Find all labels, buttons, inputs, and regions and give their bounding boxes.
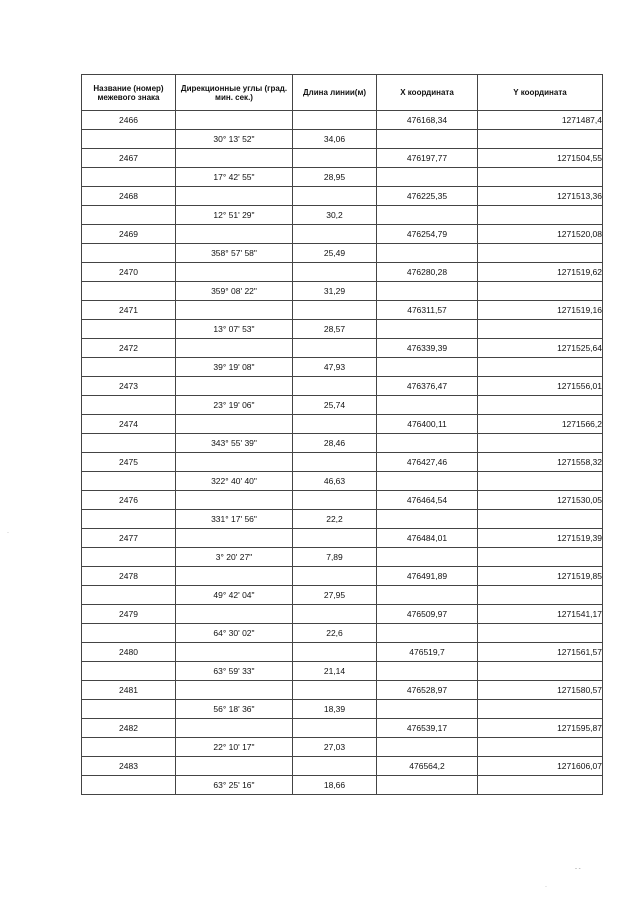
table-row-segment	[82, 130, 603, 149]
x-coordinate: 476280,28	[377, 263, 478, 282]
table-row-segment	[82, 282, 603, 301]
point-name: 2469	[82, 225, 176, 244]
table-row-point	[82, 149, 603, 168]
empty-cell	[176, 605, 293, 624]
direction-angle: 322° 40' 40"	[176, 472, 293, 491]
empty-cell	[293, 111, 377, 130]
empty-cell	[176, 225, 293, 244]
scan-speck: - -	[575, 866, 581, 872]
empty-cell	[478, 130, 603, 149]
empty-cell	[377, 472, 478, 491]
point-name: 2475	[82, 453, 176, 472]
y-coordinate: 1271519,85	[478, 567, 603, 586]
y-coordinate: 1271606,07	[478, 757, 603, 776]
y-coordinate: 1271580,57	[478, 681, 603, 700]
empty-cell	[176, 453, 293, 472]
empty-cell	[293, 681, 377, 700]
y-coordinate: 1271520,08	[478, 225, 603, 244]
empty-cell	[293, 529, 377, 548]
table-row-point	[82, 225, 603, 244]
line-length: 25,74	[293, 396, 377, 415]
table-row-point	[82, 377, 603, 396]
line-length: 27,95	[293, 586, 377, 605]
point-name: 2480	[82, 643, 176, 662]
x-coordinate: 476491,89	[377, 567, 478, 586]
empty-cell	[478, 434, 603, 453]
y-coordinate: 1271525,64	[478, 339, 603, 358]
x-coordinate: 476509,97	[377, 605, 478, 624]
table-row-segment	[82, 738, 603, 757]
y-coordinate: 1271558,32	[478, 453, 603, 472]
direction-angle: 49° 42' 04"	[176, 586, 293, 605]
line-length: 46,63	[293, 472, 377, 491]
table-header-row	[82, 75, 603, 111]
empty-cell	[478, 472, 603, 491]
header-x-coordinate: X координата	[377, 75, 478, 111]
empty-cell	[478, 358, 603, 377]
point-name: 2472	[82, 339, 176, 358]
empty-cell	[176, 529, 293, 548]
direction-angle: 331° 17' 56"	[176, 510, 293, 529]
direction-angle: 358° 57' 58"	[176, 244, 293, 263]
point-name: 2483	[82, 757, 176, 776]
table-row-segment	[82, 358, 603, 377]
empty-cell	[377, 282, 478, 301]
x-coordinate: 476484,01	[377, 529, 478, 548]
point-name: 2477	[82, 529, 176, 548]
x-coordinate: 476464,54	[377, 491, 478, 510]
x-coordinate: 476197,77	[377, 149, 478, 168]
x-coordinate: 476339,39	[377, 339, 478, 358]
scan-speck: ·	[7, 530, 9, 536]
y-coordinate: 1271541,17	[478, 605, 603, 624]
empty-cell	[377, 548, 478, 567]
y-coordinate: 1271595,87	[478, 719, 603, 738]
table-row-segment	[82, 586, 603, 605]
table-row-point	[82, 111, 603, 130]
empty-cell	[82, 510, 176, 529]
x-coordinate: 476254,79	[377, 225, 478, 244]
table-row-point	[82, 719, 603, 738]
table-row-point	[82, 301, 603, 320]
empty-cell	[293, 301, 377, 320]
empty-cell	[176, 377, 293, 396]
empty-cell	[176, 339, 293, 358]
empty-cell	[377, 700, 478, 719]
empty-cell	[82, 282, 176, 301]
line-length: 30,2	[293, 206, 377, 225]
table-row-segment	[82, 396, 603, 415]
line-length: 31,29	[293, 282, 377, 301]
direction-angle: 64° 30' 02"	[176, 624, 293, 643]
y-coordinate: 1271487,4	[478, 111, 603, 130]
point-name: 2479	[82, 605, 176, 624]
table-row-point	[82, 757, 603, 776]
empty-cell	[377, 662, 478, 681]
direction-angle: 359° 08' 22"	[176, 282, 293, 301]
empty-cell	[478, 662, 603, 681]
empty-cell	[176, 567, 293, 586]
empty-cell	[377, 244, 478, 263]
point-name: 2481	[82, 681, 176, 700]
header-line-length: Длина линии(м)	[293, 75, 377, 111]
x-coordinate: 476376,47	[377, 377, 478, 396]
line-length: 22,2	[293, 510, 377, 529]
empty-cell	[293, 491, 377, 510]
empty-cell	[293, 187, 377, 206]
empty-cell	[377, 396, 478, 415]
empty-cell	[176, 301, 293, 320]
empty-cell	[82, 472, 176, 491]
empty-cell	[377, 168, 478, 187]
table-row-point	[82, 491, 603, 510]
empty-cell	[82, 434, 176, 453]
table-row-point	[82, 415, 603, 434]
empty-cell	[82, 320, 176, 339]
y-coordinate: 1271504,55	[478, 149, 603, 168]
empty-cell	[293, 605, 377, 624]
empty-cell	[377, 206, 478, 225]
direction-angle: 56° 18' 36"	[176, 700, 293, 719]
table-row-point	[82, 605, 603, 624]
empty-cell	[82, 244, 176, 263]
empty-cell	[82, 396, 176, 415]
empty-cell	[293, 719, 377, 738]
empty-cell	[293, 377, 377, 396]
line-length: 18,39	[293, 700, 377, 719]
y-coordinate: 1271519,16	[478, 301, 603, 320]
x-coordinate: 476539,17	[377, 719, 478, 738]
y-coordinate: 1271513,36	[478, 187, 603, 206]
point-name: 2468	[82, 187, 176, 206]
y-coordinate: 1271519,62	[478, 263, 603, 282]
x-coordinate: 476564,2	[377, 757, 478, 776]
x-coordinate: 476225,35	[377, 187, 478, 206]
point-name: 2482	[82, 719, 176, 738]
table-row-point	[82, 681, 603, 700]
direction-angle: 3° 20' 27"	[176, 548, 293, 567]
empty-cell	[82, 624, 176, 643]
table-row-segment	[82, 510, 603, 529]
empty-cell	[82, 776, 176, 795]
empty-cell	[377, 358, 478, 377]
empty-cell	[176, 149, 293, 168]
table-row-segment	[82, 206, 603, 225]
empty-cell	[478, 586, 603, 605]
empty-cell	[293, 567, 377, 586]
empty-cell	[82, 662, 176, 681]
empty-cell	[82, 206, 176, 225]
table-row-segment	[82, 624, 603, 643]
empty-cell	[293, 757, 377, 776]
line-length: 21,14	[293, 662, 377, 681]
line-length: 28,46	[293, 434, 377, 453]
table-row-segment	[82, 244, 603, 263]
table-row-segment	[82, 472, 603, 491]
empty-cell	[293, 453, 377, 472]
x-coordinate: 476400,11	[377, 415, 478, 434]
empty-cell	[82, 130, 176, 149]
line-length: 28,95	[293, 168, 377, 187]
table-row-point	[82, 263, 603, 282]
point-name: 2466	[82, 111, 176, 130]
table-row-segment	[82, 320, 603, 339]
empty-cell	[478, 738, 603, 757]
line-length: 22,6	[293, 624, 377, 643]
direction-angle: 63° 59' 33"	[176, 662, 293, 681]
point-name: 2471	[82, 301, 176, 320]
empty-cell	[82, 168, 176, 187]
table-row-point	[82, 567, 603, 586]
point-name: 2473	[82, 377, 176, 396]
line-length: 28,57	[293, 320, 377, 339]
empty-cell	[478, 624, 603, 643]
direction-angle: 23° 19' 06"	[176, 396, 293, 415]
empty-cell	[478, 244, 603, 263]
table-row-point	[82, 643, 603, 662]
table-row-segment	[82, 776, 603, 795]
table-row-point	[82, 529, 603, 548]
line-length: 7,89	[293, 548, 377, 567]
point-name: 2478	[82, 567, 176, 586]
table-row-point	[82, 187, 603, 206]
x-coordinate: 476528,97	[377, 681, 478, 700]
x-coordinate: 476519,7	[377, 643, 478, 662]
direction-angle: 343° 55' 39"	[176, 434, 293, 453]
empty-cell	[293, 339, 377, 358]
empty-cell	[176, 415, 293, 434]
empty-cell	[377, 586, 478, 605]
empty-cell	[82, 700, 176, 719]
scan-speck: ·	[545, 884, 547, 890]
empty-cell	[478, 320, 603, 339]
direction-angle: 17° 42' 55"	[176, 168, 293, 187]
empty-cell	[176, 719, 293, 738]
empty-cell	[478, 168, 603, 187]
table-body	[82, 111, 603, 795]
point-name: 2470	[82, 263, 176, 282]
table-row-point	[82, 339, 603, 358]
header-y-coordinate: Y координата	[478, 75, 603, 111]
empty-cell	[377, 776, 478, 795]
direction-angle: 63° 25' 16"	[176, 776, 293, 795]
table-row-segment	[82, 700, 603, 719]
empty-cell	[176, 111, 293, 130]
survey-coordinates-table	[81, 74, 603, 795]
empty-cell	[293, 415, 377, 434]
point-name: 2476	[82, 491, 176, 510]
empty-cell	[293, 643, 377, 662]
empty-cell	[176, 263, 293, 282]
line-length: 18,66	[293, 776, 377, 795]
x-coordinate: 476168,34	[377, 111, 478, 130]
table-row-point	[82, 453, 603, 472]
direction-angle: 22° 10' 17"	[176, 738, 293, 757]
y-coordinate: 1271556,01	[478, 377, 603, 396]
empty-cell	[377, 320, 478, 339]
x-coordinate: 476311,57	[377, 301, 478, 320]
empty-cell	[478, 206, 603, 225]
direction-angle: 13° 07' 53"	[176, 320, 293, 339]
line-length: 25,49	[293, 244, 377, 263]
empty-cell	[377, 434, 478, 453]
direction-angle: 39° 19' 08"	[176, 358, 293, 377]
table-row-segment	[82, 168, 603, 187]
empty-cell	[293, 149, 377, 168]
x-coordinate: 476427,46	[377, 453, 478, 472]
empty-cell	[176, 681, 293, 700]
empty-cell	[377, 510, 478, 529]
empty-cell	[377, 738, 478, 757]
y-coordinate: 1271519,39	[478, 529, 603, 548]
empty-cell	[478, 776, 603, 795]
empty-cell	[293, 263, 377, 282]
y-coordinate: 1271530,05	[478, 491, 603, 510]
line-length: 34,06	[293, 130, 377, 149]
empty-cell	[176, 757, 293, 776]
y-coordinate: 1271561,57	[478, 643, 603, 662]
empty-cell	[176, 491, 293, 510]
empty-cell	[176, 187, 293, 206]
line-length: 47,93	[293, 358, 377, 377]
empty-cell	[293, 225, 377, 244]
empty-cell	[377, 130, 478, 149]
line-length: 27,03	[293, 738, 377, 757]
empty-cell	[82, 358, 176, 377]
point-name: 2467	[82, 149, 176, 168]
direction-angle: 12° 51' 29"	[176, 206, 293, 225]
empty-cell	[478, 282, 603, 301]
empty-cell	[478, 700, 603, 719]
header-point-name: Название (номер) межевого знака	[82, 75, 176, 111]
empty-cell	[82, 738, 176, 757]
direction-angle: 30° 13' 52"	[176, 130, 293, 149]
table-row-segment	[82, 548, 603, 567]
empty-cell	[478, 548, 603, 567]
table-row-segment	[82, 662, 603, 681]
table-row-segment	[82, 434, 603, 453]
empty-cell	[377, 624, 478, 643]
empty-cell	[82, 586, 176, 605]
empty-cell	[176, 643, 293, 662]
point-name: 2474	[82, 415, 176, 434]
empty-cell	[82, 548, 176, 567]
empty-cell	[478, 510, 603, 529]
y-coordinate: 1271566,2	[478, 415, 603, 434]
header-direction-angle: Дирекционные углы (град. мин. сек.)	[176, 75, 293, 111]
empty-cell	[478, 396, 603, 415]
